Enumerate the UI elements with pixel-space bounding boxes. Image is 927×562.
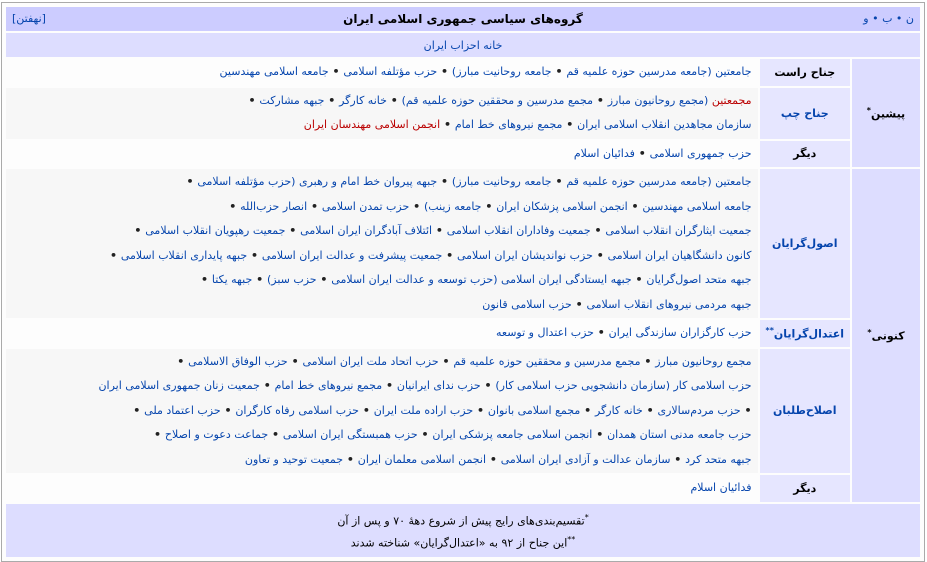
list-line (12, 142, 752, 167)
group-header (852, 59, 920, 167)
bullet-separator: • (200, 273, 212, 286)
bullet-separator: • (285, 224, 301, 237)
list-item-link[interactable]: جماعت دعوت و اصلاح (164, 428, 269, 441)
list-item-link[interactable]: انجمن اسلامی معلمان ایران (357, 452, 487, 466)
list-line (12, 399, 752, 424)
bullet-separator: • (634, 146, 650, 160)
bullet-separator: • (252, 273, 267, 286)
bullet-separator: • (229, 199, 241, 213)
list-item-link[interactable]: حزب تمدن اسلامی (321, 199, 410, 213)
list-item-link[interactable]: حزب نواندیشان ایران اسلامی (457, 248, 593, 262)
group-list (6, 320, 758, 347)
bullet-separator: • (592, 248, 608, 262)
list-item-link[interactable]: ائتلاف آبادگران ایران اسلامی (300, 224, 433, 237)
bullet-separator: • (386, 93, 402, 107)
bullet-separator: • (409, 199, 424, 213)
list-item-link[interactable]: حزب جامعه مدنی استان همدان (607, 428, 752, 441)
group-list (6, 88, 758, 139)
bullet-separator: • (551, 175, 567, 188)
list-item-link[interactable]: جبهه متحد اصول‌گرایان (646, 273, 752, 286)
list-item-link[interactable]: جمعیت وفاداران انقلاب اسلامی (446, 224, 591, 237)
subgroup-label: اصول‌گرایان (772, 237, 838, 250)
list-item-link[interactable]: انجمن اسلامی جامعه پزشکی ایران (432, 428, 593, 441)
list-item-link[interactable]: انجمن اسلامی پزشکان ایران (496, 199, 628, 213)
bullet-separator: • (382, 379, 397, 392)
bullet-separator: • (580, 403, 595, 417)
bullet-separator: • (670, 452, 686, 466)
bullet-separator: • (486, 452, 501, 466)
list-item-link[interactable]: جامعتین (جامعه مدرسین حوزه علمیه قم (566, 65, 752, 78)
bullet-separator: • (438, 354, 454, 368)
list-line (12, 293, 752, 318)
bullet-separator: • (177, 354, 189, 368)
bullet-separator: • (593, 326, 609, 339)
list-item-link[interactable]: سازمان مجاهدین انقلاب اسلامی ایران (577, 118, 752, 131)
group-list (6, 349, 758, 474)
bullet-separator: • (247, 248, 262, 262)
list-item-link[interactable]: جبهه متحد کرد (685, 452, 752, 466)
list-item-link[interactable]: حزب مؤتلفه اسلامی (343, 65, 438, 78)
list-line (12, 219, 752, 244)
group-row (6, 59, 920, 86)
list-line (12, 321, 752, 346)
list-item-link[interactable]: حزب اسلامی کار (سازمان دانشجویی حزب اسلامی کار) (495, 379, 752, 392)
bullet-separator: • (627, 199, 643, 213)
hide-toggle[interactable]: [نهفتن] (12, 12, 46, 25)
list-item-link[interactable]: حزب ندای ایرانیان (396, 379, 481, 392)
list-item-link[interactable]: مجمع مدرسین و محققین حوزه علمیه قم) (401, 93, 594, 107)
navbox-title: گروه‌های سیاسی جمهوری اسلامی ایران (343, 12, 583, 26)
list-item-link[interactable]: جامعه زینب) (423, 199, 482, 213)
list-item-link[interactable]: حزب اتحاد ملت ایران اسلامی (302, 354, 439, 368)
bullet-separator: • (259, 379, 275, 392)
navbox-footer (6, 504, 920, 557)
bullet-separator: • (220, 403, 236, 417)
bullet-separator: • (562, 118, 578, 131)
list-item-link[interactable]: حزب جمهوری اسلامی (649, 146, 752, 160)
list-line (12, 195, 752, 220)
group-list (6, 475, 758, 502)
footnote-text: این جناح از ۹۲ به «اعتدال‌گرایان» شناخته شدند (350, 536, 568, 550)
footnote-mark: * (584, 512, 589, 522)
list-item-link[interactable]: جبهه پیروان خط امام و رهبری (حزب مؤتلفه اسلامی (197, 175, 438, 188)
list-item-link[interactable]: فدائیان اسلام (690, 481, 752, 494)
list-item-link[interactable]: کانون دانشگاهیان ایران اسلامی (607, 248, 752, 262)
bullet-separator: • (437, 65, 452, 78)
subgroup-header[interactable] (760, 349, 850, 474)
subgroup-label: دیگر (793, 147, 817, 161)
bullet-separator: • (134, 224, 146, 237)
subgroup-header[interactable] (760, 169, 850, 318)
list-item-link[interactable]: حزب اراده ملت ایران (373, 403, 474, 417)
list-item-link[interactable]: جامعتین (جامعه مدرسین حوزه علمیه قم (566, 175, 752, 188)
list-item-link[interactable]: انصار حزب‌الله (240, 199, 308, 213)
group-row (6, 141, 920, 168)
bullet-separator: • (592, 428, 608, 441)
subgroup-header (760, 475, 850, 502)
footnote-text: تقسیم‌بندی‌های رایج پیش از شروع دههٔ ۷۰ و پس از آن (337, 514, 585, 528)
bullet-separator: • (268, 428, 283, 441)
list-line (12, 89, 752, 114)
list-item-link[interactable]: جمعیت ایثارگران انقلاب اسلامی (605, 224, 752, 237)
list-item-link[interactable]: جامعه روحانیت مبارز) (451, 65, 552, 78)
list-item-link[interactable]: انجمن اسلامی مهندسان ایران (303, 118, 441, 131)
group-list (6, 59, 758, 86)
bullet-separator: • (287, 354, 303, 368)
bullet-separator: • (440, 118, 455, 131)
footnote (6, 530, 920, 553)
bullet-separator: • (358, 403, 374, 417)
list-item-link[interactable]: جامعه اسلامی مهندسین (219, 65, 329, 78)
list-item-link[interactable]: مجمع مدرسین و محققین حوزه علمیه قم (453, 354, 641, 368)
footer-row (6, 504, 920, 557)
list-line (12, 423, 752, 448)
list-item-link[interactable]: حزب اسلامی قانون (482, 297, 572, 311)
list-item-link[interactable]: خانه کارگر (339, 93, 387, 107)
list-item-link[interactable]: خانه کارگر (594, 403, 643, 417)
subgroup-label: جناح راست (774, 65, 836, 79)
bullet-separator: • (307, 199, 322, 213)
group-row (6, 349, 920, 474)
bullet-separator: • (109, 248, 121, 262)
list-item-link[interactable]: مجمع روحانیون مبارز (655, 354, 752, 368)
bullet-separator: • (248, 93, 260, 107)
group-row (6, 475, 920, 502)
list-item-link[interactable]: جبهه مردمی نیروهای انقلاب اسلامی (586, 297, 752, 311)
list-line (12, 113, 752, 138)
group-list (6, 141, 758, 168)
group-row (6, 169, 920, 318)
list-item-link[interactable]: جمعیت پیشرفت و عدالت ایران اسلامی (261, 248, 443, 262)
list-item-link[interactable]: مجمع اسلامی بانوان (487, 403, 581, 417)
bullet-separator: • (631, 273, 647, 286)
list-item-link[interactable]: جامعه روحانیت مبارز) (451, 175, 552, 188)
list-item-link[interactable]: جمعیت توحید و تعاون (244, 452, 344, 466)
group-row (6, 88, 920, 139)
bullet-separator: • (442, 248, 457, 262)
list-item-link[interactable]: جامعه اسلامی مهندسین (642, 199, 752, 213)
navbox (1, 2, 925, 562)
list-item-link[interactable]: مجمع نیروهای خط امام (274, 379, 383, 392)
group-header (852, 169, 920, 502)
list-item-link[interactable]: حزب کارگزاران سازندگی ایران (608, 326, 752, 339)
bullet-separator: • (551, 65, 567, 78)
list-item-link[interactable]: حزب سبز) (266, 273, 317, 286)
view-talk-edit-links[interactable]: ن • ب • و (863, 12, 914, 25)
footnote-mark: ** (567, 535, 576, 545)
bullet-separator: • (481, 199, 497, 213)
bullet-separator: • (154, 428, 165, 441)
subgroup-header (760, 59, 850, 86)
navbox-table (4, 5, 922, 559)
bullet-separator: • (186, 175, 198, 188)
group-list (6, 169, 758, 318)
bullet-separator: • (343, 452, 358, 466)
list-item-link[interactable]: فدائیان اسلام (573, 146, 635, 160)
subgroup-label: اصلاح‌طلبان (772, 404, 837, 418)
list-item-link[interactable]: حزب اعتماد ملی (144, 403, 221, 417)
group-label: پیشین (870, 107, 906, 121)
subgroup-label: جناح چپ (780, 106, 829, 120)
list-item-link[interactable]: جبهه یکتا (211, 273, 253, 286)
navbox-title-bar (6, 7, 920, 31)
footnote-mark: * (867, 327, 872, 337)
subgroup-label: اعتدال‌گرایان (773, 327, 844, 341)
subtitle-link[interactable]: خانه احزاب ایران (423, 38, 503, 52)
bullet-separator: • (642, 403, 658, 417)
bullet-separator: • (480, 379, 496, 392)
list-item-link[interactable]: جبهه پایداری انقلاب اسلامی (120, 248, 248, 262)
list-line (12, 350, 752, 375)
group-row (6, 320, 920, 347)
bullet-separator: • (590, 224, 606, 237)
bullet-separator: • (417, 428, 433, 441)
list-item-link[interactable]: حزب اعتدال و توسعه (495, 326, 594, 339)
list-item-link[interactable]: (مجمع روحانیون مبارز (607, 93, 712, 107)
list-item-link[interactable]: حزب اسلامی رفاه کارگران (235, 403, 359, 417)
list-line (12, 170, 752, 195)
bullet-separator: • (740, 403, 752, 417)
subgroup-header (760, 141, 850, 168)
bullet-separator: • (316, 273, 332, 286)
list-line (12, 448, 752, 473)
bullet-separator: • (432, 224, 447, 237)
bullet-separator: • (640, 354, 656, 368)
bullet-separator: • (133, 403, 145, 417)
list-item-link[interactable]: جمعیت رهپویان انقلاب اسلامی (145, 224, 286, 237)
list-item-link[interactable]: جبهه ایستادگی ایران اسلامی (حزب توسعه و عدالت ایران اسلامی (331, 273, 632, 286)
list-item-link[interactable]: جبهه مشارکت (259, 93, 325, 107)
list-item-link[interactable]: مجمعتین (711, 93, 752, 107)
list-item-link[interactable]: حزب الوفاق الاسلامی (188, 354, 288, 368)
list-line (12, 244, 752, 269)
footnote-mark: * (866, 105, 871, 115)
list-line (12, 268, 752, 293)
bullet-separator: • (437, 175, 452, 188)
list-item-link[interactable]: حزب همبستگی ایران اسلامی (282, 428, 418, 441)
list-item-link[interactable]: حزب مردم‌سالاری (657, 403, 741, 417)
bullet-separator: • (571, 297, 587, 311)
bullet-separator: • (324, 93, 340, 107)
subgroup-label: دیگر (793, 481, 817, 495)
subgroup-header[interactable] (760, 88, 850, 139)
list-item-link[interactable]: سازمان عدالت و آزادی ایران اسلامی (500, 452, 671, 466)
footnote-mark: ** (765, 325, 774, 335)
subgroup-header[interactable] (760, 320, 850, 347)
list-item-link[interactable]: مجمع نیروهای خط امام (454, 118, 563, 131)
list-line (12, 476, 752, 501)
bullet-separator: • (473, 403, 488, 417)
list-line (12, 374, 752, 399)
footnote (6, 508, 920, 531)
bullet-separator: • (593, 93, 608, 107)
bullet-separator: • (328, 65, 344, 78)
list-item-link[interactable]: جمعیت زنان جمهوری اسلامی ایران (98, 379, 260, 392)
list-line (12, 60, 752, 85)
group-label: کنونی (871, 329, 905, 343)
